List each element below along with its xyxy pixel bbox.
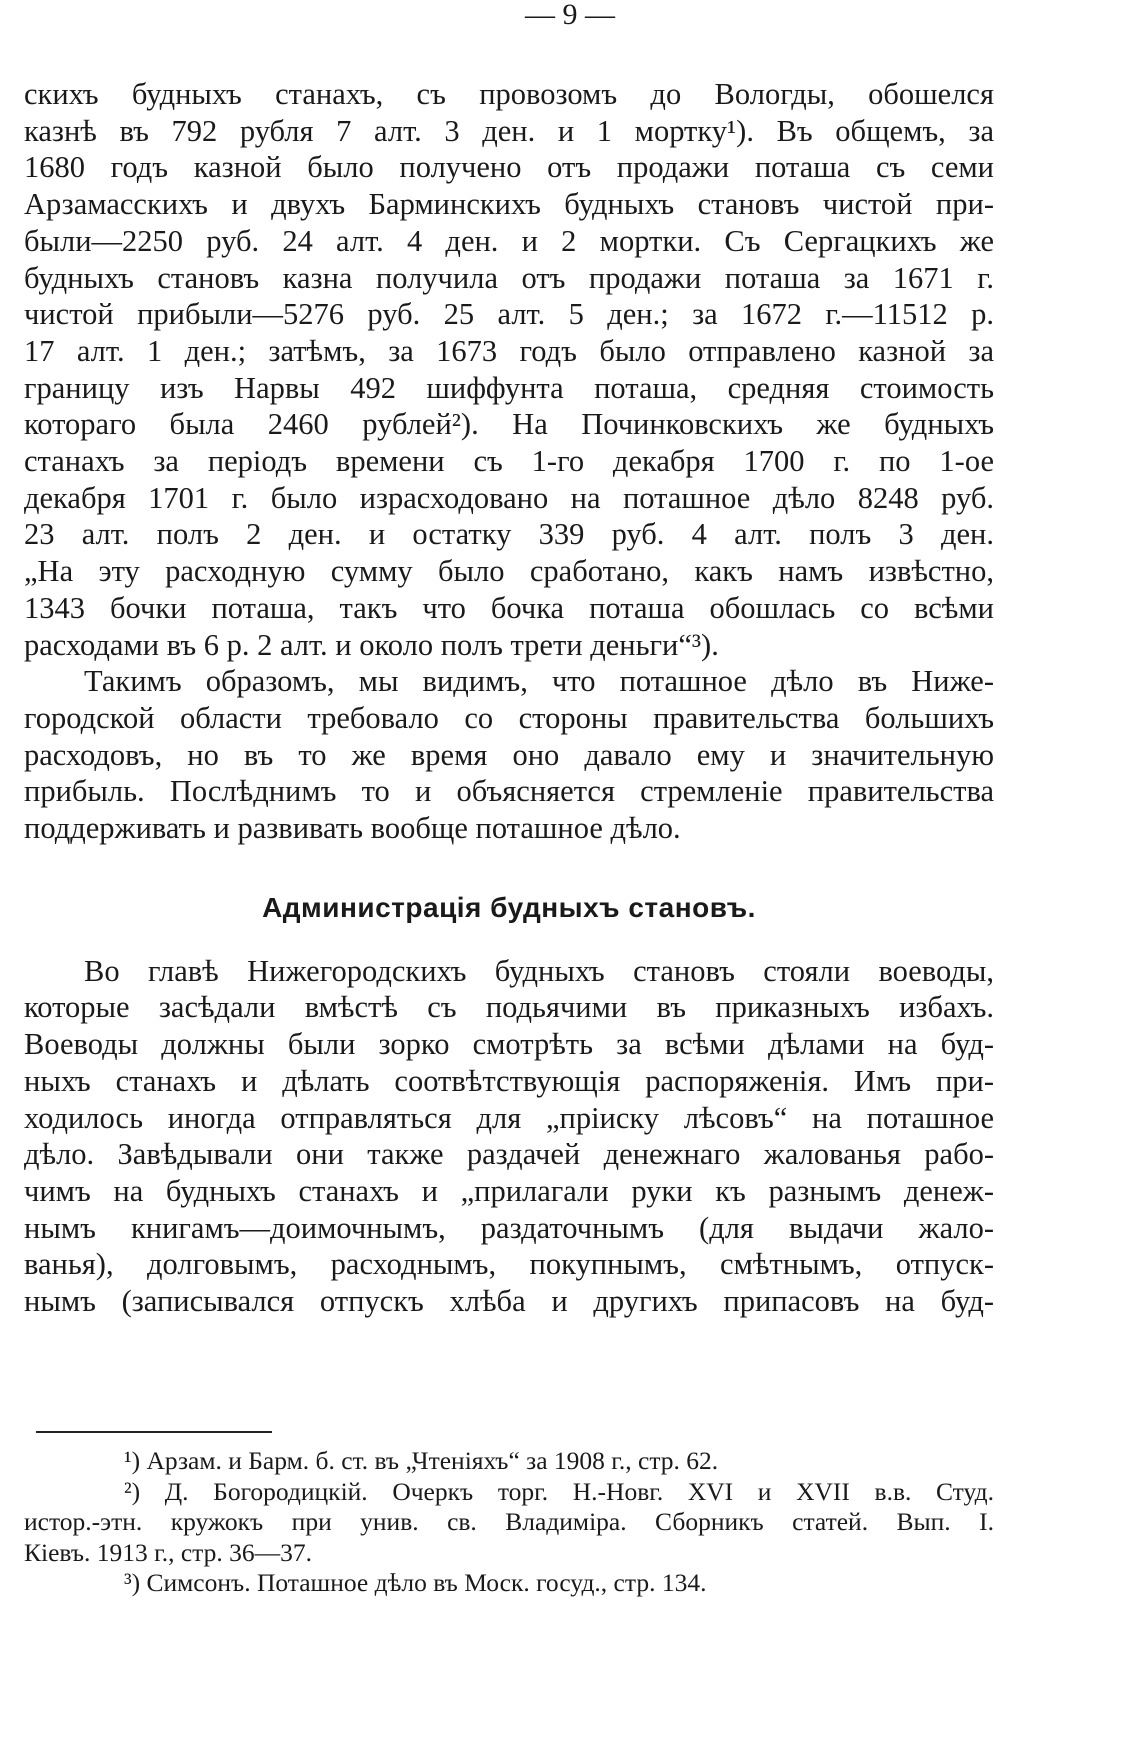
text-line: котораго была 2460 рублей²). На Починковскихъ же будныхъ [24,407,994,442]
footnote-line: ¹) Арзам. и Барм. б. ст. въ „Чтеніяхъ“ за 1908 г., стр. 62. [124,1446,719,1475]
text-line: нымъ книгамъ—доимочнымъ, раздаточнымъ (для выдачи жало- [24,1210,994,1245]
text-line: ванья), долговымъ, расходнымъ, покупнымъ, смѣтнымъ, отпуск- [24,1247,994,1282]
text-line: чистой прибыли—5276 руб. 25 алт. 5 ден.; за 1672 г.—11512 р. [24,297,994,332]
text-line: границу изъ Нарвы 492 шиффунта поташа, средняя стоимость [24,370,994,405]
body-text [24,76,994,1320]
page-number: — 9 — [525,0,615,31]
text-line: 23 алт. полъ 2 ден. и остатку 339 руб. 4 алт. полъ 3 ден. [24,517,994,552]
text-line: Такимъ образомъ, мы видимъ, что поташное дѣло въ Ниже- [84,664,994,699]
text-line: 1680 годъ казной было получено отъ продажи поташа съ семи [24,150,994,185]
paragraph-1 [24,76,994,663]
text-line: скихъ будныхъ станахъ, съ провозомъ до Вологды, обошелся [24,77,994,111]
text-line: чимъ на будныхъ станахъ и „прилагали руки къ разнымъ денеж- [24,1173,994,1208]
text-line: дѣло. Завѣдывали они также раздачей денежнаго жалованья рабо- [24,1137,994,1172]
text-line: расходовъ, но въ то же время оно давало ему и значительную [24,737,994,772]
text-line: будныхъ становъ казна получила отъ продажи поташа за 1671 г. [24,260,994,295]
text-line: прибыль. Послѣднимъ то и объясняется стремленіе правительства [24,774,994,809]
footnote-separator [36,1431,272,1433]
text-line: ныхъ станахъ и дѣлать соотвѣтствующія распоряженія. Имъ при- [24,1063,994,1098]
text-line: „На эту расходную сумму было сработано, какъ намъ извѣстно, [24,554,994,589]
text-line: городской области требовало со стороны правительства большихъ [24,700,994,735]
text-line: декабря 1701 г. было израсходовано на поташное дѣло 8248 руб. [24,480,994,515]
text-line: расходами въ 6 р. 2 алт. и около полъ трети деньги“³). [24,627,719,662]
text-line: которые засѣдали вмѣстѣ съ подьячими въ приказныхъ избахъ. [24,990,994,1025]
text-line: 1343 бочки поташа, такъ что бочка поташа обошлась со всѣми [24,590,994,625]
footnote-line: истор.-этн. кружокъ при унив. св. Владиміра. Сборникъ статей. Вып. I. [24,1507,994,1536]
text-line: Воеводы должны были зорко смотрѣть за всѣми дѣлами на буд- [24,1027,994,1062]
text-line: Во главѣ Нижегородскихъ будныхъ становъ стояли воеводы, [84,953,994,988]
footnotes [24,1446,994,1599]
text-line: казнѣ въ 792 рубля 7 алт. 3 ден. и 1 мортку¹). Въ общемъ, за [24,113,994,148]
section-heading: Администрація будныхъ становъ. [262,891,756,923]
text-line: нымъ (записывался отпускъ хлѣба и другихъ припасовъ на буд- [24,1284,994,1319]
paragraph-2 [24,663,994,847]
text-line: ходилось иногда отправляться для „пріиску лѣсовъ“ на поташное [24,1100,994,1135]
paragraph-3 [24,953,994,1320]
footnote-line: Кіевъ. 1913 г., стр. 36—37. [24,1537,312,1567]
text-line: были—2250 руб. 24 алт. 4 ден. и 2 мортки. Съ Сергацкихъ же [24,223,994,258]
text-line: станахъ за періодъ времени съ 1-го декабря 1700 г. по 1-ое [24,444,994,479]
text-line: Арзамасскихъ и двухъ Барминскихъ будныхъ становъ чистой при- [24,187,994,222]
text-line: поддерживать и развивать вообще поташное дѣло. [24,811,681,846]
footnote-line: ²) Д. Богородицкій. Очеркъ торг. Н.-Новг. XVI и XVII в.в. Студ. [124,1476,994,1506]
text-line: 17 алт. 1 ден.; затѣмъ, за 1673 годъ было отправлено казной за [24,333,994,368]
footnote-line: ³) Симсонъ. Поташное дѣло въ Моск. госуд., стр. 134. [124,1568,707,1597]
